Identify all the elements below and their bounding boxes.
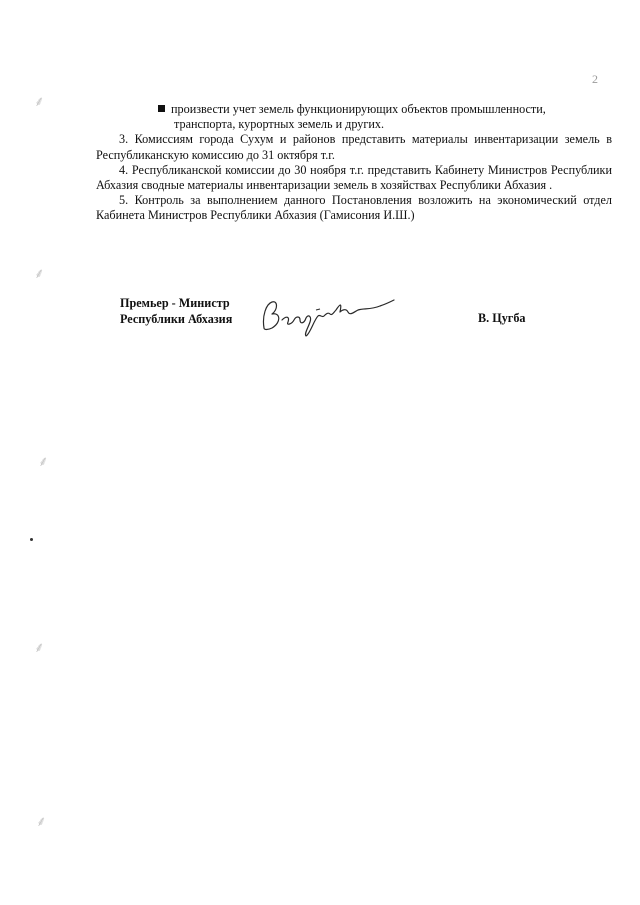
paragraph-3: 3. Комиссиям города Сухум и районов представить материалы инвентаризации земель в Республиканскую комиссию до 31 октября т.г. [96,132,612,162]
signature-title-line-1: Премьер - Министр [120,296,230,310]
bullet-line-1: произвести учет земель функционирующих объектов промышленности, [171,102,546,116]
paragraph-5: 5. Контроль за выполнением данного Постановления возложить на экономический отдел Кабинета Министров Республики Абхазия (Гамисония И.Ш.) [96,193,612,223]
signature-title-line-2: Республики Абхазия [120,311,233,326]
margin-mark: ⸙ [38,455,49,470]
margin-mark: ⸙ [34,267,45,282]
document-body [96,102,612,224]
signatory-name: В. Цугба [478,311,526,325]
bullet-line-2: транспорта, курортных земель и других. [174,117,385,132]
margin-mark: ⸙ [34,95,45,110]
paragraph-4: 4. Республиканской комиссии до 30 ноября т.г. представить Кабинету Министров Республики Абхазия сводные материалы инвентаризации земель в хозяйствах Республики Абхазия . [96,162,612,193]
bullet-item [96,102,612,117]
handwritten-signature [258,290,398,340]
scan-dot [30,538,33,541]
square-bullet-icon [158,105,165,112]
margin-mark: ⸙ [34,641,45,656]
margin-mark: ⸙ [36,815,47,830]
page-number: 2 [592,72,598,86]
